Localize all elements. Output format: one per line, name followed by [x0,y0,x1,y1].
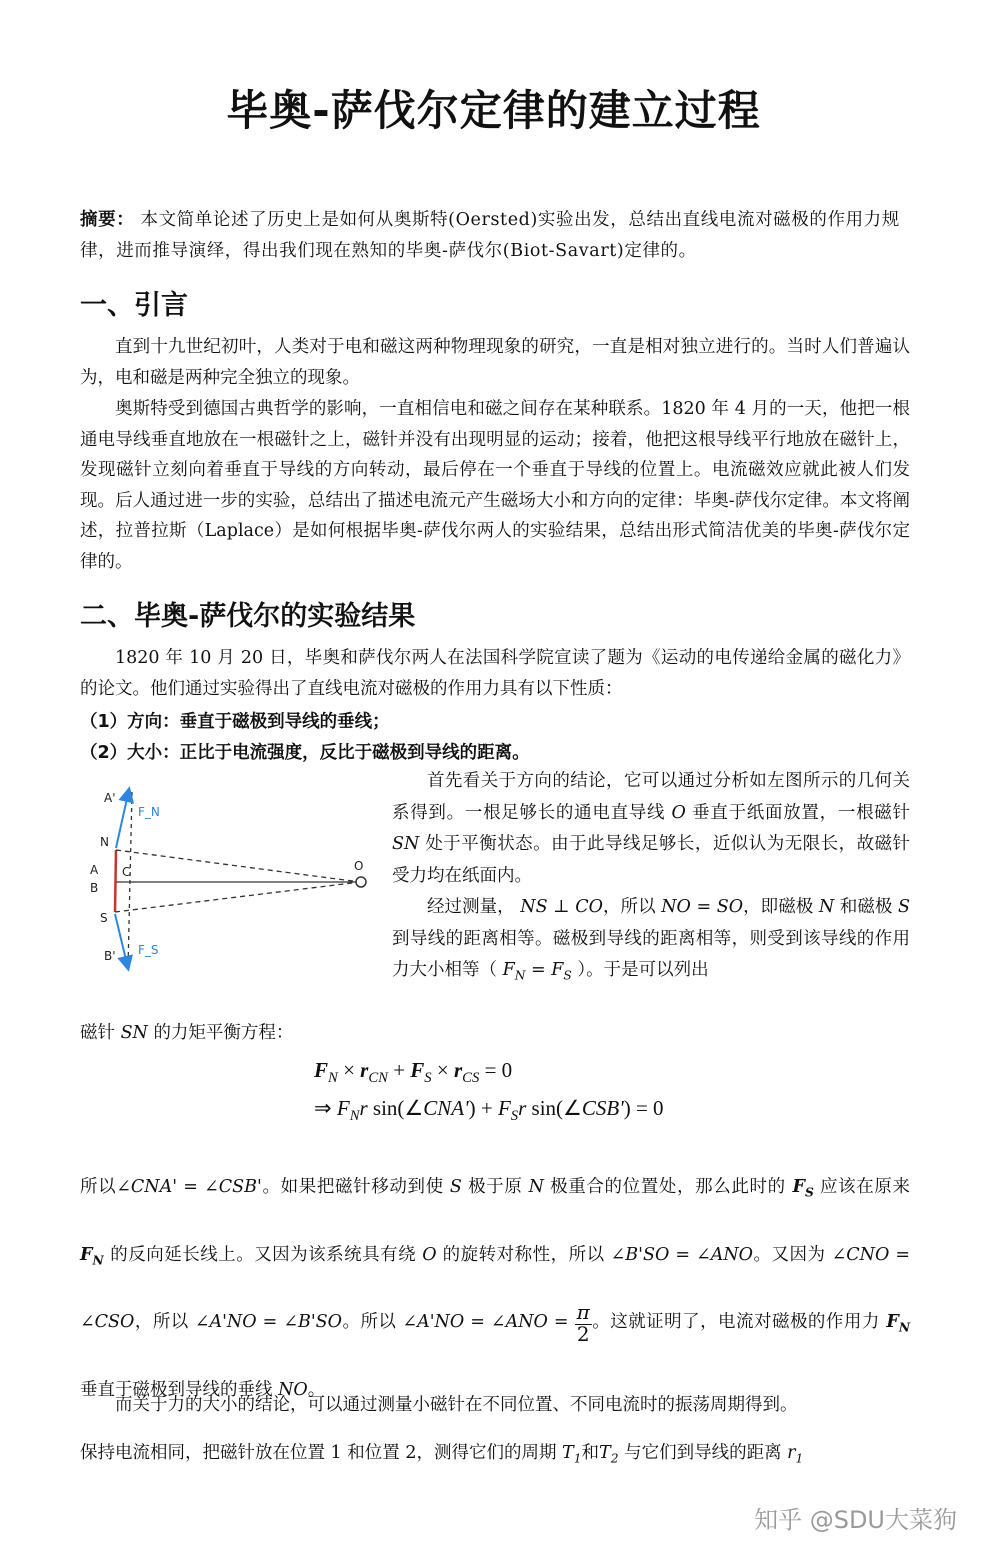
figure-explanation [392,766,910,992]
label-c: C [122,865,131,879]
label-b: B [90,881,99,895]
property-magnitude: （2）大小：正比于电流强度，反比于磁极到导线的距离。 [80,743,530,763]
abstract [80,205,912,267]
label-o: O [354,859,364,873]
proof-paragraph: 所以∠CNA' = ∠CSB'。如果把磁针移动到使 S 极于原 N 极重合的位置处，那么此时的 $F_S$ 应该在原来 $F_N$ 的反向延长线上。又因为该系统具有绕 O 的旋转对称性，所以 ∠B'SO = ∠ANO。又因为 ∠CNO = ∠CSO，所以 ∠A'NO = ∠B'SO。所以 ∠A'NO = ∠ANO = $\frac{\pi}{2}$。这就证明了，电流对磁极的作用力 $F_N$ 垂直于磁极到导线的垂线 NO。 [80,1177,911,1400]
label-fs: F_S [138,943,159,957]
section-heading-intro: 一、引言 [80,290,188,321]
line-so [115,882,360,912]
magnetic-needle [115,850,116,912]
label-a: A [90,863,99,877]
equation-torque-vector: $F_N \times r_{CN} + F_S \times r_{CS} = 0$ [314,1058,513,1087]
label-n: N [100,835,109,849]
magnitude-paragraph-2: 保持电流相同，把磁针放在位置 1 和位置 2，测得它们的周期 $T_1$和$T_2$ 与它们到导线的距离 $r_1$ [80,1443,804,1466]
label-a-prime: A' [104,791,116,805]
abstract-label: 摘要： [80,210,135,230]
magnitude-paragraph-1: 而关于力的大小的结论，可以通过测量小磁针在不同位置、不同电流时的振荡周期得到。 [115,1395,798,1415]
figure-explanation-p1: 首先看关于方向的结论，它可以通过分析如左图所示的几何关系得到。一根足够长的通电直导线 O 垂直于纸面放置，一根磁针 SN 处于平衡状态。由于此导线足够长，近似认为无限长，故磁针受力均在纸面内。 [392,771,911,886]
results-paragraph-1: 1820 年 10 月 20 日，毕奥和萨伐尔两人在法国科学院宣读了题为《运动的电传递给金属的磁化力》的论文。他们通过实验得出了直线电流对磁极的作用力具有以下性质： [80,648,910,699]
force-arrow-n [116,794,128,848]
intro-paragraph-2: 奥斯特受到德国古典哲学的影响，一直相信电和磁之间存在某种联系。1820 年 4 月的一天，他把一根通电导线垂直地放在一根磁针之上，磁针并没有出现明显的运动；接着，他把这根导线平行地放在磁针上，发现磁针立刻向着垂直于导线的方向转动，最后停在一个垂直于导线的位置上。电流磁效应就此被人们发现。后人通过进一步的实验，总结出了描述电流元产生磁场大小和方向的定律：毕奥-萨伐尔定律。本文将阐述，拉普拉斯（Laplace）是如何根据毕奥-萨伐尔两人的实验结果，总结出形式简洁优美的毕奥-萨伐尔定律的。 [80,399,910,572]
equation-torque-scalar: ⇒ $F_Nr$ sin(∠CNA') + $F_Sr$ sin(∠CSB') = 0 [314,1096,664,1125]
label-s: S [100,911,108,925]
line-no [116,850,360,882]
label-b-prime: B' [104,949,116,963]
abstract-text: 本文简单论述了历史上是如何从奥斯特(Oersted)实验出发，总结出直线电流对磁极的作用力规律，进而推导演绎，得出我们现在熟知的毕奥-萨伐尔(Biot-Savart)定律的。 [80,210,900,261]
section-heading-results: 二、毕奥-萨伐尔的实验结果 [80,601,416,632]
property-direction: （1）方向：垂直于磁极到导线的垂线； [80,712,390,732]
watermark: 知乎 @SDU大菜狗 [754,1506,957,1534]
intro-paragraph-1: 直到十九世纪初叶，人类对于电和磁这两种物理现象的研究，一直是相对独立进行的。当时人们普遍认为，电和磁是两种完全独立的现象。 [80,337,910,388]
geometry-figure [88,782,378,978]
wire-o-circle [356,877,366,887]
figure-explanation-p2: 经过测量， NS ⊥ CO，所以 NO = SO，即磁极 N 和磁极 S 到导线的距离相等。磁极到导线的距离相等，则受到该导线的作用力大小相等（ $F_N = F_S$ ）。于是可以列出 [392,897,911,983]
document-title: 毕奥-萨伐尔定律的建立过程 [226,86,761,135]
torque-intro: 磁针 SN 的力矩平衡方程： [80,1023,294,1043]
extension-line [128,792,132,968]
force-arrow-s [115,914,127,964]
label-fn: F_N [138,805,160,819]
pi-over-two: $\frac{\pi}{2}$ [576,1299,590,1346]
